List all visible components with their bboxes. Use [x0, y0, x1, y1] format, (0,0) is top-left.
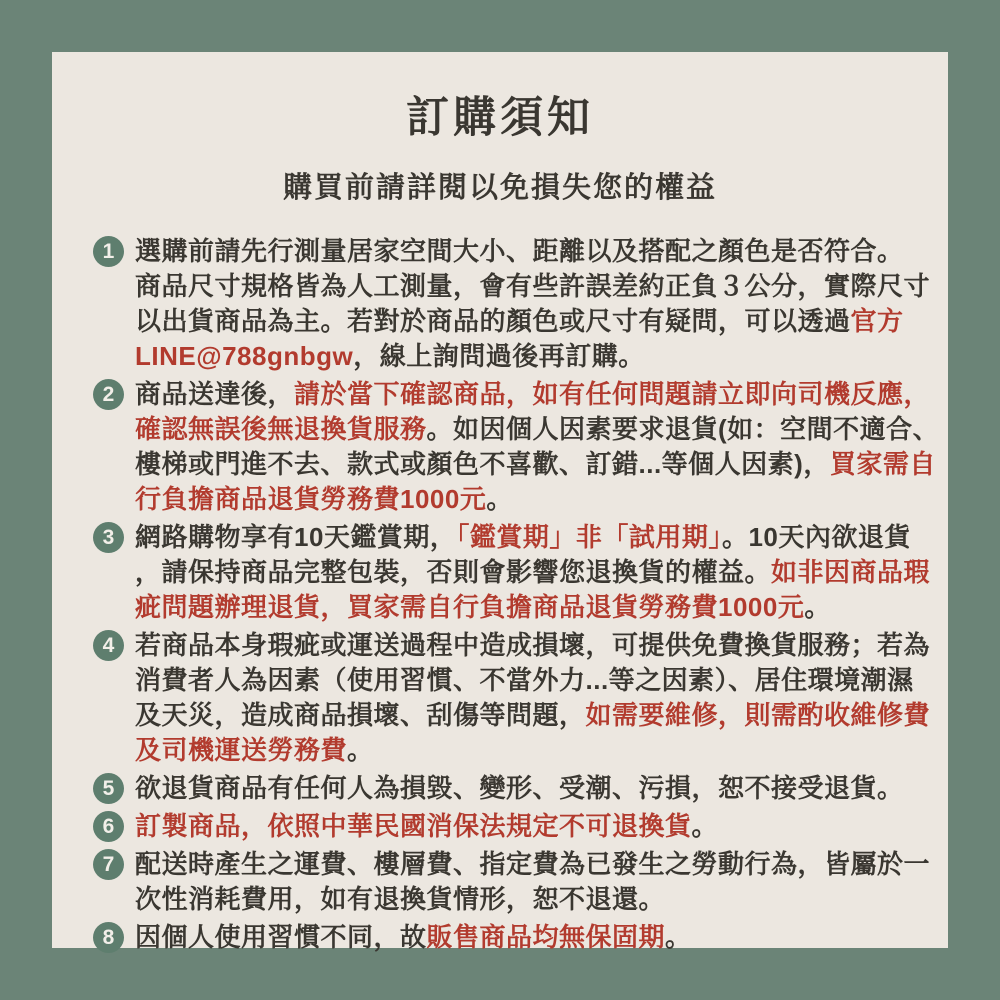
text-line: [135, 339, 918, 374]
text-line: [135, 412, 940, 447]
item-number-badge: 8: [93, 922, 124, 953]
item-number-badge: 7: [93, 849, 124, 880]
text-run: 行負擔商品退貨勞務費1000元: [135, 484, 487, 514]
item-text: [135, 520, 931, 625]
text-line: [135, 920, 918, 955]
text-run: 販售商品均無保固期: [426, 922, 666, 952]
text-run: 。: [665, 922, 692, 952]
text-line: [135, 555, 931, 590]
text-line: [135, 663, 918, 698]
text-line: [135, 304, 918, 339]
list-item: [93, 628, 931, 768]
list-item: [93, 377, 940, 517]
item-number-badge: 5: [93, 773, 124, 804]
text-run: 。: [486, 484, 513, 514]
item-number-badge: 4: [93, 630, 124, 661]
item-number-badge: 1: [93, 236, 124, 267]
text-line: [135, 590, 918, 625]
text-run: 商品送達後，: [135, 379, 295, 409]
text-run: 商品尺寸規格皆為人工測量，會有些許誤差約正負３公分，實際尺寸: [135, 271, 931, 301]
text-run: ，請保持商品完整包裝，否則會影響您退換貨的權益。: [135, 557, 772, 587]
text-line: [135, 377, 931, 412]
text-run: 疵問題辦理退貨，買家需自行負擔商品退貨勞務費1000元: [135, 592, 805, 622]
text-run: 。如因個人因素要求退貨(如：空間不適合、: [426, 414, 940, 444]
text-run: 因個人使用習慣不同，故: [135, 922, 427, 952]
item-text: [135, 234, 931, 374]
text-run: 。: [347, 735, 374, 765]
text-run: 請於當下確認商品，如有任何問題請立即向司機反應，: [294, 379, 931, 409]
text-run: 「鑑賞期」非「試用期」: [456, 522, 722, 552]
text-run: 消費者人為因素（使用習慣、不當外力...等之因素）、居住環境潮濕: [135, 665, 914, 695]
text-run: 次性消耗費用，如有退換貨情形，恕不退還。: [135, 884, 666, 914]
item-text: [135, 920, 918, 955]
item-text: [135, 628, 931, 768]
item-text: [135, 847, 931, 917]
list-item: [93, 847, 931, 917]
item-number-badge: 2: [93, 379, 124, 410]
text-run: 及天災，造成商品損壞、刮傷等問題，: [135, 700, 586, 730]
text-run: 。10天內欲退貨: [721, 522, 911, 552]
text-run: 網路購物享有10天鑑賞期，: [135, 522, 457, 552]
text-run: 欲退貨商品有任何人為損毀、變形、受潮、污損，恕不接受退貨。: [135, 773, 904, 803]
text-run: 確認無誤後無退換貨服務: [135, 414, 427, 444]
item-number-badge: 3: [93, 522, 124, 553]
notice-list: [52, 234, 948, 955]
list-item: [93, 920, 918, 955]
list-item: [93, 520, 931, 625]
text-run: 訂製商品，依照中華民國消保法規定不可退換貨: [135, 811, 692, 841]
text-line: [135, 269, 931, 304]
text-run: 如需要維修，則需酌收維修費: [585, 700, 931, 730]
text-run: 如非因商品瑕: [771, 557, 931, 587]
item-text: [135, 377, 940, 517]
item-text: [135, 809, 918, 844]
text-line: [135, 733, 918, 768]
page-title: 訂購須知: [406, 94, 594, 142]
text-line: [135, 520, 918, 555]
text-run: 官方: [850, 306, 904, 336]
page-subtitle: 購買前請詳閱以免損失您的權益: [282, 172, 717, 204]
list-item: [93, 771, 918, 806]
text-run: 以出貨商品為主。若對於商品的顏色或尺寸有疑問，可以透過: [135, 306, 851, 336]
notice-card: [52, 52, 948, 952]
notice-header: [52, 84, 948, 206]
text-run: 樓梯或門進不去、款式或顏色不喜歡、訂錯...等個人因素)，: [135, 449, 830, 479]
text-run: LINE@788gnbgw: [135, 341, 354, 371]
text-line: [135, 882, 918, 917]
item-number-badge: 6: [93, 811, 124, 842]
text-run: 選購前請先行測量居家空間大小、距離以及搭配之顏色是否符合。: [135, 236, 904, 266]
text-run: 買家需自: [829, 449, 936, 479]
text-line: [135, 698, 931, 733]
item-text: [135, 771, 918, 806]
text-run: 。: [804, 592, 831, 622]
list-item: [93, 809, 918, 844]
text-line: [135, 771, 918, 806]
text-line: [135, 234, 918, 269]
text-line: [135, 447, 936, 482]
text-line: [135, 847, 931, 882]
text-line: [135, 809, 918, 844]
text-run: 。: [691, 811, 719, 841]
text-run: 配送時產生之運費、樓層費、指定費為已發生之勞動行為，皆屬於一: [135, 849, 931, 879]
text-line: [135, 628, 931, 663]
text-run: 及司機運送勞務費: [135, 735, 348, 765]
text-run: 若商品本身瑕疵或運送過程中造成損壞，可提供免費換貨服務；若為: [135, 630, 931, 660]
text-run: ，線上詢問過後再訂購。: [353, 341, 645, 371]
text-line: [135, 482, 918, 517]
list-item: [93, 234, 931, 374]
